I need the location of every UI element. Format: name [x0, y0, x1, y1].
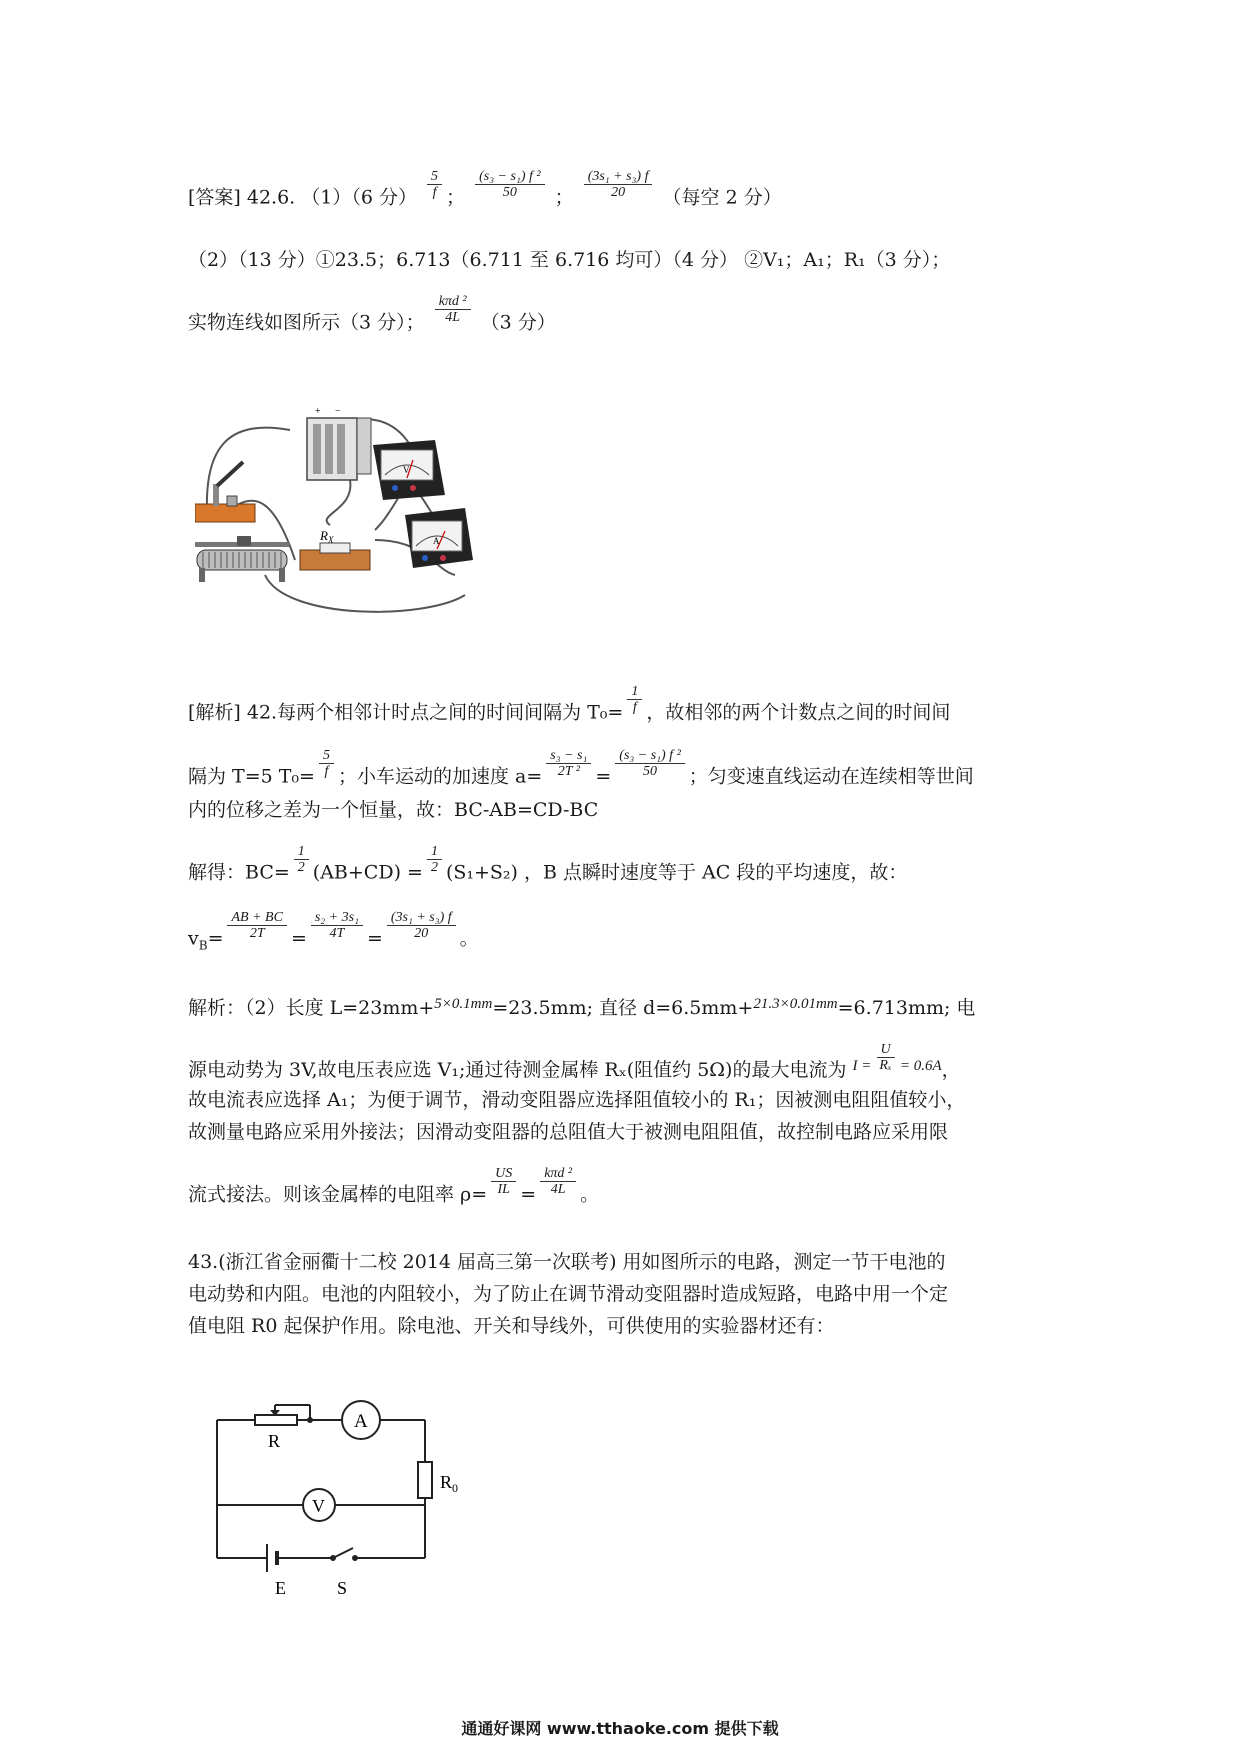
- analysis-line-2: 隔为 T=5 T₀= $\frac{5}{f}$ ；小车运动的加速度 a= $\frac{\text{s₃ − s₁}}{\text{2T ²}}$ = $\frac{\text{(s₃ − s₁) f ²}}{50}$ ；匀变速直线运动在连续相等世间: [188, 748, 974, 788]
- svg-text:A: A: [433, 536, 440, 546]
- fraction-accel: $\frac{\text{(s₃ − s₁) f ²}}{50}$: [475, 169, 545, 200]
- page-footer: 通通好课网 www.tthaoke.com 提供下载: [461, 1719, 779, 1738]
- resistor-rx: [300, 528, 370, 570]
- fraction-resistivity: $\frac{\text{kπd ²}}{4L}$: [435, 294, 471, 325]
- svg-text:V: V: [403, 465, 410, 475]
- voltmeter: [373, 440, 445, 500]
- svg-text:+: +: [315, 406, 321, 417]
- analysis2-line-2: 源电动势为 3V,故电压表应选 V₁;通过待测金属棒 Rₓ(阻值约 5Ω)的最大电流为 $^{I =}$ $\frac{U}{\text{Rₓ}}$ $^{= 0.6A}$，: [188, 1041, 961, 1081]
- battery-symbol: [267, 1544, 286, 1598]
- rheostat: [195, 536, 289, 582]
- question-43-line-2: 电动势和内阻。电池的内阻较小，为了防止在调节滑动变阻器时造成短路，电路中用一个定: [188, 1283, 949, 1305]
- ammeter: [405, 508, 473, 568]
- fraction-5-over-f: $\frac{5}{f}$: [427, 169, 442, 200]
- rheostat-symbol: [255, 1410, 313, 1451]
- ammeter-symbol: [342, 1401, 380, 1439]
- switch-symbol: [330, 1548, 358, 1598]
- battery-box: [307, 406, 371, 480]
- analysis2-line-3: 故电流表应选择 A₁；为便于调节，滑动变阻器应选择阻值较小的 R₁；因被测电阻阻值较小，: [188, 1089, 966, 1111]
- voltmeter-symbol: [303, 1489, 335, 1521]
- analysis2-line-5: 流式接法。则该金属棒的电阻率 ρ= $\frac{US}{IL}$ = $\frac{\text{kπd ²}}{4L}$ 。: [188, 1166, 600, 1206]
- analysis2-line-1: 解析：（2）长度 L=23mm+$^{5\times 0.1mm}$=23.5mm; 直径 d=6.5mm+$^{21.3\times 0.01mm}$=6.713mm; 电: [188, 996, 976, 1019]
- svg-text:R0: $R_0$: [440, 1472, 459, 1495]
- svg-text:S: S: [337, 1578, 348, 1598]
- svg-text:RX: $R_X$: [320, 528, 334, 545]
- resistor-r0-symbol: [418, 1462, 458, 1498]
- svg-text:−: −: [335, 406, 341, 417]
- circuit-diagram: [205, 1380, 485, 1600]
- svg-text:E: E: [275, 1578, 286, 1598]
- fraction-1-over-f: $\frac{1}{f}$: [627, 684, 642, 715]
- analysis-line-3: 内的位移之差为一个恒量，故：BC-AB=CD-BC: [188, 799, 599, 821]
- question-43-line-3: 值电阻 R0 起保护作用。除电池、开关和导线外，可供使用的实验器材还有：: [188, 1315, 835, 1337]
- answer-line-3: 实物连线如图所示（3 分）； $\frac{\text{kπd ²}}{4L}$ （3 分）: [188, 294, 556, 334]
- wiring-diagram-figure: [195, 400, 540, 620]
- svg-text:V: V: [312, 1496, 325, 1516]
- analysis-line-5: $v_B=$ $\frac{AB + BC}{2T}$ = $\frac{\text{s₂ + 3s₁}}{4T}$ = $\frac{\text{(3s₁ + s₃) f}}{20}$ 。: [188, 910, 479, 953]
- answer-prefix: [答案] 42.6. （1）（6 分）: [188, 186, 417, 209]
- answer-line-1: [答案] 42.6. （1）（6 分） $\frac{5}{f}$ ； $\frac{\text{(s₃ − s₁) f ²}}{50}$ ； $\frac{\text{(3s₁ + s₃) f}}{20}$ （每空 2 分）: [188, 169, 782, 209]
- svg-text:A: A: [354, 1411, 368, 1432]
- analysis-line-4: 解得：BC= $\frac{1}{2}$ (AB+CD) = $\frac{1}{2}$ (S₁+S₂) ，B 点瞬时速度等于 AC 段的平均速度，故：: [188, 844, 908, 884]
- svg-text:R: R: [268, 1431, 281, 1451]
- answer-line-2: （2）（13 分）①23.5；6.713（6.711 至 6.716 均可）（4 分） ②V₁；A₁；R₁（3 分）；: [188, 249, 951, 271]
- analysis2-line-4: 故测量电路应采用外接法；因滑动变阻器的总阻值大于被测电阻阻值，故控制电路应采用限: [188, 1121, 949, 1143]
- analysis-line-1: [解析] 42.每两个相邻计时点之间的时间间隔为 T₀= $\frac{1}{f}$ ，故相邻的两个计数点之间的时间间: [188, 684, 951, 724]
- fraction-velocity: $\frac{\text{(3s₁ + s₃) f}}{20}$: [584, 169, 653, 200]
- question-43-line-1: 43.(浙江省金丽衢十二校 2014 届高三第一次联考) 用如图所示的电路，测定一节干电池的: [188, 1251, 946, 1273]
- knife-switch: [195, 462, 255, 522]
